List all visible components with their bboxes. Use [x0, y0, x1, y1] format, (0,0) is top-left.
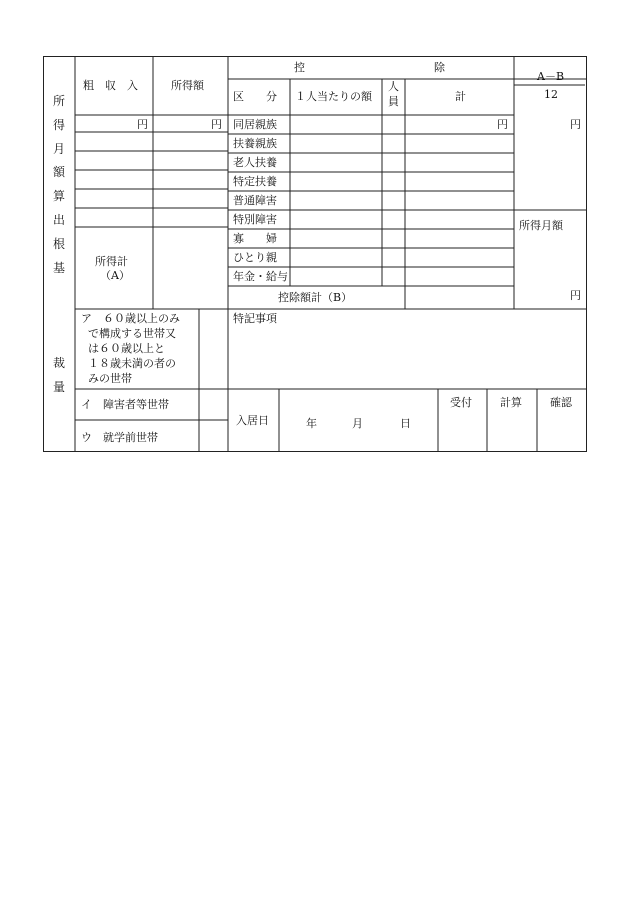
household-type-a-line: ア ６０歳以上のみ: [81, 312, 180, 325]
deduction-row-label: 特別障害: [233, 213, 277, 226]
yen-unit-gross: 円: [137, 118, 148, 131]
side-label-char: 量: [52, 379, 65, 394]
year-unit: 年: [306, 417, 317, 430]
side-label-char: 所: [52, 94, 65, 108]
yen-unit-income: 円: [211, 118, 222, 131]
side-label-char: 根: [52, 236, 65, 251]
deduction-row-label: 特定扶養: [233, 175, 277, 188]
side-label-char: 月: [52, 141, 65, 156]
deduction-row-label: 年金・給与: [233, 270, 288, 283]
persons-header-a: 人: [388, 80, 399, 93]
income-amount-header: 所得額: [171, 79, 204, 92]
stamp-received-label: 受付: [450, 396, 472, 409]
stamp-confirmed-label: 確認: [550, 396, 572, 409]
deduction-row-label: 同居親族: [233, 118, 277, 131]
form-grid-lines: [43, 56, 587, 452]
income-total-marker: （A）: [100, 269, 130, 282]
yen-unit-monthly-bottom: 円: [570, 289, 581, 302]
deduction-row-label: 老人扶養: [233, 156, 277, 169]
gross-income-header: 粗 収 入: [83, 79, 138, 92]
household-type-a-line: １８歳未満の者の: [88, 357, 176, 370]
deduction-row-label: ひとり親: [233, 251, 277, 264]
household-type-a-line: は６０歳以上と: [88, 342, 165, 355]
per-person-header: １人当たりの額: [295, 90, 372, 103]
income-total-label: 所得計: [95, 255, 128, 268]
stamp-calculated-label: 計算: [500, 396, 522, 409]
side-label-char: 基: [52, 260, 65, 275]
total-header: 計: [455, 90, 466, 103]
deduction-total-label: 控除額計（B）: [278, 291, 353, 304]
persons-header-b: 員: [388, 95, 399, 108]
month-unit: 月: [352, 417, 363, 430]
category-header: 区 分: [233, 90, 277, 103]
formula-denominator: 12: [544, 88, 558, 101]
side-label-char: 得: [52, 117, 65, 132]
income-calculation-form: [43, 56, 587, 452]
side-label-income-basis: [49, 90, 69, 280]
formula-numerator: A－B: [537, 70, 565, 83]
yen-unit-monthly: 円: [570, 118, 581, 131]
household-type-u: ウ 就学前世帯: [81, 431, 158, 444]
monthly-income-label: 所得月額: [519, 219, 563, 232]
side-label-char: 出: [52, 212, 65, 227]
deduction-title-a: 控: [294, 61, 305, 74]
deduction-title-b: 除: [434, 61, 445, 74]
household-type-i: イ 障害者等世帯: [81, 398, 169, 411]
household-type-a-line: みの世帯: [88, 372, 132, 385]
household-type-a-line: で構成する世帯又: [88, 327, 176, 340]
day-unit: 日: [400, 417, 411, 430]
side-label-char: 額: [52, 165, 65, 180]
yen-unit-total: 円: [497, 118, 508, 131]
deduction-row-label: 普通障害: [233, 194, 277, 207]
deduction-row-label: 扶養親族: [233, 137, 277, 150]
side-label-discretion: [49, 352, 69, 400]
side-label-char: 算: [52, 189, 65, 204]
side-label-char: 裁: [52, 356, 65, 370]
deduction-row-label: 寡 婦: [233, 232, 277, 245]
move-in-date-label: 入居日: [236, 414, 269, 427]
notes-label: 特記事項: [233, 312, 277, 325]
